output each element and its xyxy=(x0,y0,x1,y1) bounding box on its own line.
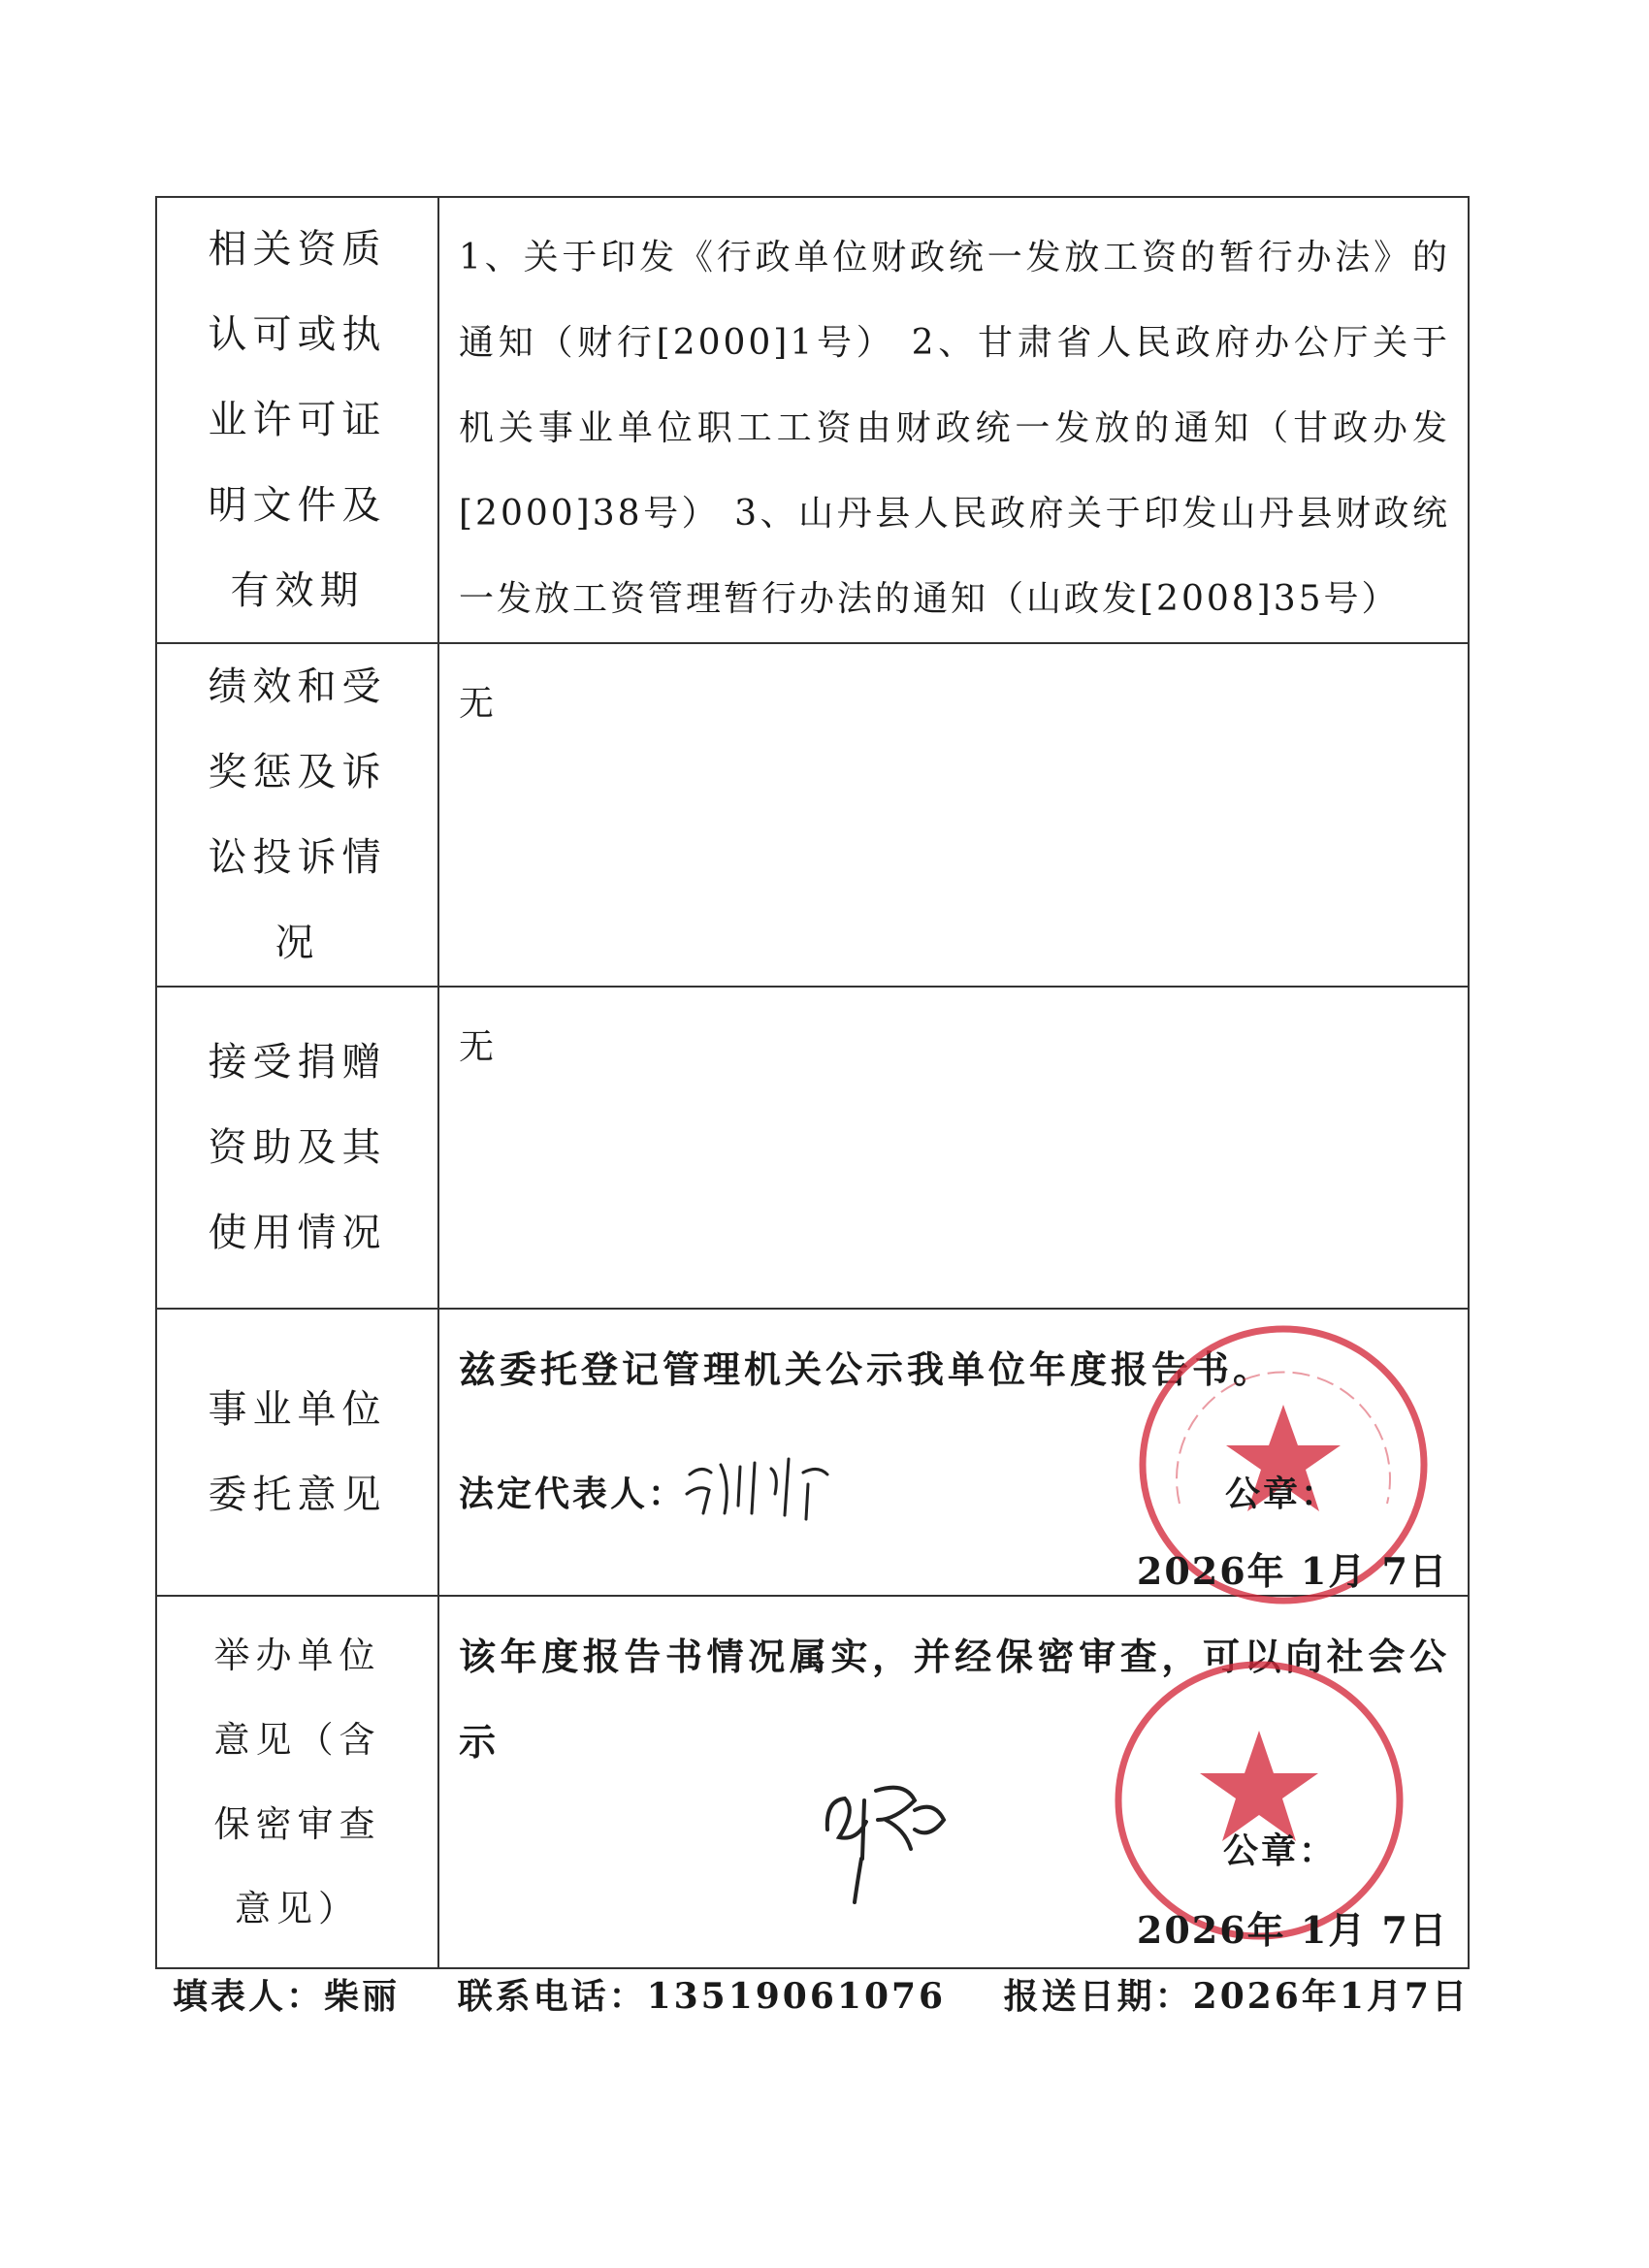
table-row xyxy=(156,1309,1469,1596)
label-cell xyxy=(156,1309,438,1596)
contact-phone: 联系电话：13519061076 xyxy=(457,1976,947,2017)
table-row xyxy=(156,987,1469,1309)
label-cell xyxy=(156,643,438,987)
row-label-sponsor-opinion: 举办单位意见（含保密审查意见） xyxy=(213,1635,381,1929)
unit-seal-label: 公章： xyxy=(1225,1474,1340,1514)
content-cell xyxy=(438,643,1469,987)
sponsor-opinion-content: 该年度报告书情况属实，并经保密审查，可以向社会公示 xyxy=(459,1635,1450,1764)
row-label-qualifications: 相关资质认可或执业许可证明文件及有效期 xyxy=(208,227,387,613)
legal-representative-label: 法定代表人： xyxy=(459,1474,687,1514)
form-footer xyxy=(173,1969,1470,2019)
row-label-performance: 绩效和受奖惩及诉讼投诉情况 xyxy=(208,664,387,965)
content-cell xyxy=(438,987,1469,1309)
label-cell xyxy=(156,197,438,643)
filler-name: 填表人：柴丽 xyxy=(173,1976,401,2017)
donations-content: 无 xyxy=(459,1027,498,1067)
row-label-entrustment: 事业单位委托意见 xyxy=(208,1387,387,1517)
sponsor-signature xyxy=(818,1762,954,1907)
legal-representative-signature xyxy=(682,1445,847,1523)
content-cell xyxy=(438,1596,1469,1968)
entrustment-content: 兹委托登记管理机关公示我单位年度报告书。 xyxy=(459,1347,1275,1391)
content-cell xyxy=(438,1309,1469,1596)
content-cell xyxy=(438,197,1469,643)
report-form-table xyxy=(155,196,1470,1969)
row-label-donations: 接受捐赠资助及其使用情况 xyxy=(208,1040,387,1255)
performance-content: 无 xyxy=(459,684,498,724)
qualifications-content: 1、关于印发《行政单位财政统一发放工资的暂行办法》的通知（财行[2000]1号） 2、甘肃省人民政府办公厅关于机关事业单位职工工资由财政统一发放的通知（甘政办发[2000]38号） 3、山丹县人民政府关于印发山丹县财政统一发放工资管理暂行办法的通知（山政发[2008]35号） xyxy=(459,238,1450,619)
label-cell xyxy=(156,1596,438,1968)
entrustment-date: 2026年 1月 7日 xyxy=(1136,1549,1448,1593)
sponsor-date: 2026年 1月 7日 xyxy=(1136,1908,1448,1952)
table-row xyxy=(156,643,1469,987)
label-cell xyxy=(156,987,438,1309)
table-row xyxy=(156,1596,1469,1968)
table-row xyxy=(156,197,1469,643)
sponsor-seal-label: 公章： xyxy=(1223,1831,1338,1871)
submission-date: 报送日期：2026年1月7日 xyxy=(1003,1976,1470,2017)
